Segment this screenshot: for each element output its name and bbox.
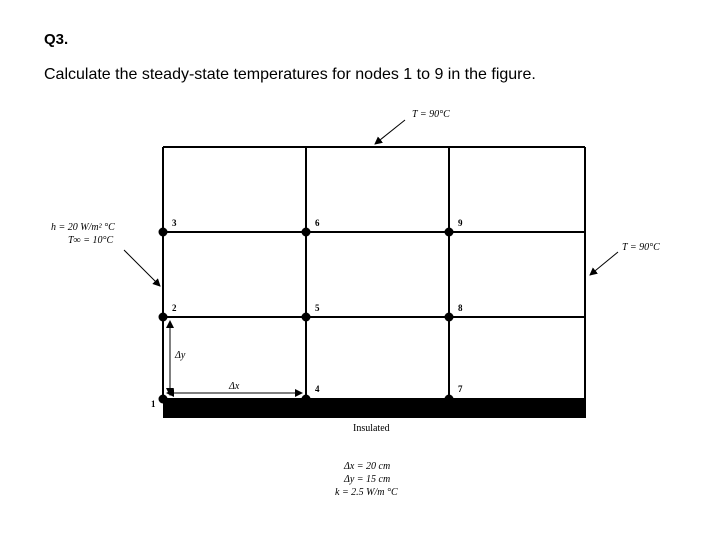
convection-arrow [124,250,160,286]
param-k: k = 2.5 W/m °C [335,487,398,498]
question-text: Calculate the steady-state temperatures for nodes 1 to 9 in the figure. [44,66,536,83]
node-label-7: 7 [458,384,463,394]
node-2-dot [159,313,168,322]
insulated-bar [163,398,586,418]
node-9-dot [445,228,454,237]
node-1-dot [159,395,168,404]
right-temperature-arrow [590,252,618,275]
insulated-label: Insulated [353,423,390,434]
node-label-1: 1 [151,399,156,409]
node-label-9: 9 [458,218,463,228]
top-temperature-label: T = 90°C [412,109,450,120]
grid-lines [163,147,585,399]
dy-label: Δy [175,350,186,361]
node-label-8: 8 [458,303,463,313]
node-label-6: 6 [315,218,320,228]
node-5-dot [302,313,311,322]
node-label-5: 5 [315,303,320,313]
param-dx: Δx = 20 cm [344,461,391,472]
param-dy: Δy = 15 cm [344,474,391,485]
node-8-dot [445,313,454,322]
node-3-dot [159,228,168,237]
convection-h-label: h = 20 W/m² °C [51,222,115,233]
dx-label: Δx [229,381,240,392]
question-number: Q3. [44,31,69,48]
convection-tinf-label: T∞ = 10°C [68,235,114,246]
node-6-dot [302,228,311,237]
node-label-3: 3 [172,218,177,228]
top-temperature-arrow [375,120,405,144]
right-temperature-label: T = 90°C [622,242,660,253]
node-label-2: 2 [172,303,177,313]
node-7-dot [445,395,454,404]
node-label-4: 4 [315,384,320,394]
node-4-dot [302,395,311,404]
